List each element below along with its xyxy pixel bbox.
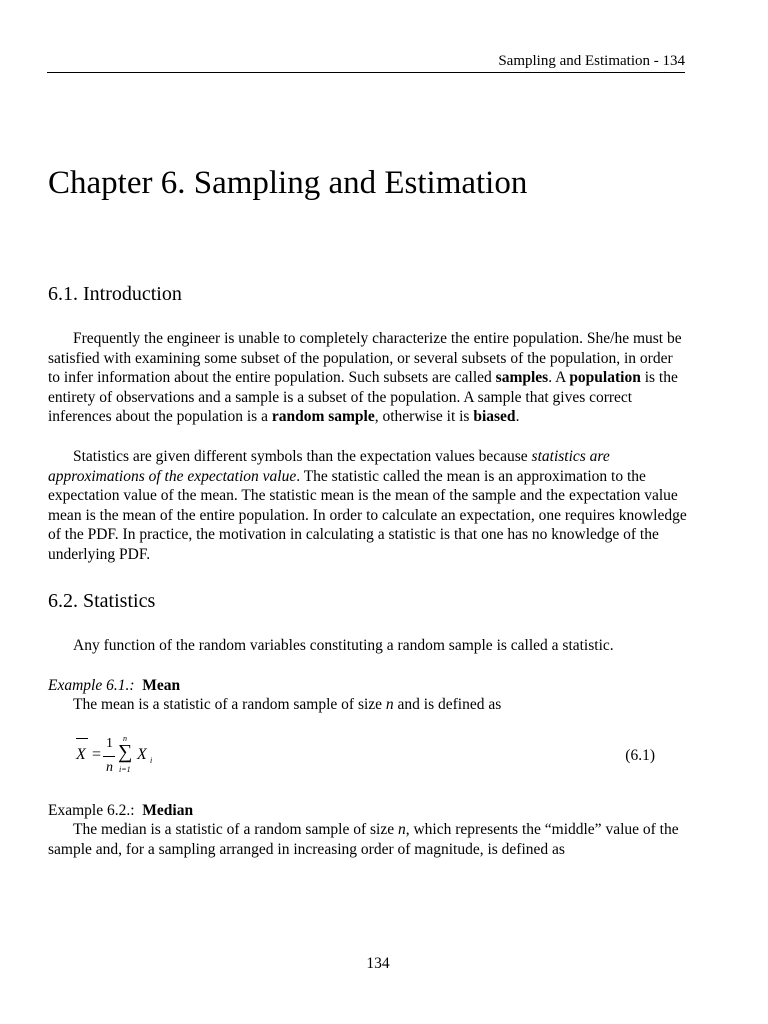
example-2-label: Example 6.2.:: [48, 802, 135, 819]
overbar: [76, 738, 88, 739]
example-2-name: Median: [142, 802, 194, 819]
text-run: and is defined as: [393, 696, 502, 713]
equation-subscript: i: [150, 756, 153, 765]
text-run: is the entirety of observations and a sample is a subset of the population. A sample that gives correct inferences about the population is a: [48, 369, 678, 426]
example-1-heading: [48, 676, 180, 696]
intro-paragraph-2: [48, 447, 688, 565]
example-2-heading: [48, 801, 193, 821]
intro-paragraph-1: [48, 329, 688, 427]
header-rule: [47, 72, 685, 73]
text-run: .: [515, 408, 520, 426]
equation-term: X: [137, 746, 147, 763]
text-run: Frequently the engineer is unable to completely characterize the entire population. She/he must be satisfied with examining some subset of the population, or several subsets of the population, in order to infer information about the entire population. Such subsets are called: [48, 330, 682, 387]
variable-n: n: [397, 821, 406, 838]
summation-symbol: ∑: [118, 741, 133, 763]
chapter-title: Chapter 6. Sampling and Estimation: [48, 165, 528, 201]
equation-lhs: X: [76, 746, 86, 763]
example-2-text: [48, 820, 688, 859]
fraction-denominator: n: [106, 760, 113, 775]
equation-number: (6.1): [625, 747, 655, 764]
term-samples: samples: [495, 369, 549, 387]
sum-lower-limit: i=1: [119, 765, 131, 774]
text-run: , otherwise it is: [374, 408, 474, 426]
text-run: , which represents the “middle” value of the sample and, for a sampling arranged in increasing order of magnitude, is defined as: [48, 821, 679, 858]
term-population: population: [569, 369, 641, 387]
text-run: The mean is a statistic of a random sample of size: [73, 696, 386, 713]
example-1-label: Example 6.1.:: [48, 677, 135, 694]
text-run: The median is a statistic of a random sample of size: [73, 821, 398, 838]
example-1-name: Mean: [142, 677, 181, 694]
equation-mean: [76, 734, 196, 780]
text-run: . The statistic called the mean is an approximation to the expectation value of the mean. The statistic mean is the mean of the sample and the expectation value mean is the mean of the entire population. In order to calculate an expectation, one requires knowledge of the PDF. In practice, the motivation in calculating a statistic is that one has no knowledge of the underlying PDF.: [48, 467, 687, 563]
sum-upper-limit: n: [123, 734, 127, 743]
fraction-bar: [103, 756, 115, 757]
variable-n: n: [385, 696, 394, 713]
term-biased: biased: [473, 408, 516, 426]
page-number: 134: [366, 955, 390, 972]
section-heading-statistics: 6.2. Statistics: [48, 590, 156, 612]
text-run: . A: [548, 369, 570, 387]
fraction-numerator: 1: [106, 736, 113, 751]
statistics-paragraph: Any function of the random variables constituting a random sample is called a statistic.: [73, 637, 614, 654]
running-header: Sampling and Estimation - 134: [498, 53, 685, 69]
example-1-text: [48, 695, 688, 715]
equation-equals: =: [92, 746, 102, 763]
emphasis-statistics: statistics are approximations of the expectation value: [48, 448, 610, 485]
text-run: Statistics are given different symbols than the expectation values because: [73, 448, 532, 465]
section-heading-introduction: 6.1. Introduction: [48, 283, 182, 305]
term-random-sample: random sample: [271, 408, 375, 426]
